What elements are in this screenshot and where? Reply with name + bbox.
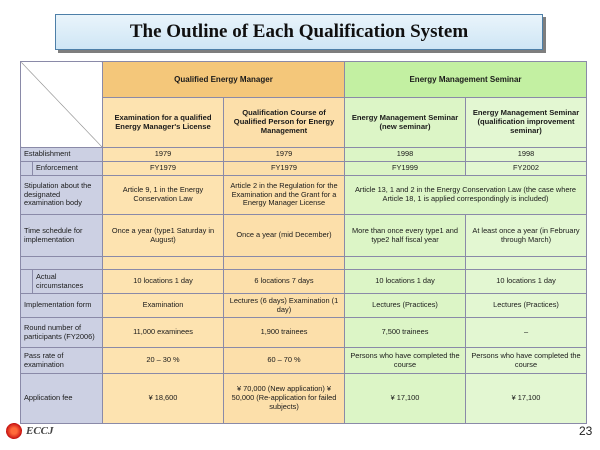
subheader-qualification-course: Qualification Course of Qualified Person for Energy Management xyxy=(224,98,345,148)
spacer-cell xyxy=(103,257,224,270)
indent-cell xyxy=(21,270,33,294)
table-cell: ¥ 17,100 xyxy=(466,374,587,424)
table-cell: ¥ 70,000 (New application) ¥ 50,000 (Re-application for failed subjects) xyxy=(224,374,345,424)
qualification-table xyxy=(20,61,587,424)
table-cell: – xyxy=(466,318,587,348)
table-cell: 11,000 examinees xyxy=(103,318,224,348)
header-energy-management-seminar: Energy Management Seminar xyxy=(345,62,587,98)
subheader-improvement-seminar: Energy Management Seminar (qualification improvement seminar) xyxy=(466,98,587,148)
table-row xyxy=(21,294,587,318)
spacer-row xyxy=(21,257,587,270)
eccj-logo-icon xyxy=(6,423,22,439)
table-row xyxy=(21,215,587,257)
group-header-row xyxy=(21,62,587,98)
table-cell: Lectures (Practices) xyxy=(345,294,466,318)
table-cell: Lectures (6 days) Examination (1 day) xyxy=(224,294,345,318)
table-cell: 1998 xyxy=(466,148,587,162)
row-label-pass-rate: Pass rate of examination xyxy=(21,348,103,374)
table-row xyxy=(21,318,587,348)
page-title: The Outline of Each Qualification System xyxy=(129,21,469,42)
table-cell: Persons who have completed the course xyxy=(466,348,587,374)
title-banner xyxy=(55,14,543,50)
table-row xyxy=(21,348,587,374)
subheader-new-seminar: Energy Management Seminar (new seminar) xyxy=(345,98,466,148)
table-row xyxy=(21,148,587,162)
spacer-cell xyxy=(466,257,587,270)
table-cell: 1979 xyxy=(224,148,345,162)
table-cell: 10 locations 1 day xyxy=(345,270,466,294)
row-label-stipulation: Stipulation about the designated examination body xyxy=(21,176,103,215)
table-cell: Article 9, 1 in the Energy Conservation Law xyxy=(103,176,224,215)
row-label-actual: Actual circumstances xyxy=(33,270,103,294)
table-cell: More than once every type1 and type2 half fiscal year xyxy=(345,215,466,257)
table-cell: Lectures (Practices) xyxy=(466,294,587,318)
corner-cell xyxy=(21,62,103,148)
table-cell: Persons who have completed the course xyxy=(345,348,466,374)
table-cell: 1979 xyxy=(103,148,224,162)
indent-cell xyxy=(21,162,33,176)
header-qualified-energy-manager: Qualified Energy Manager xyxy=(103,62,345,98)
table-cell: At least once a year (in February through March) xyxy=(466,215,587,257)
eccj-logo xyxy=(6,423,54,439)
row-label-enforcement: Enforcement xyxy=(33,162,103,176)
table-cell: 6 locations 7 days xyxy=(224,270,345,294)
table-row xyxy=(21,374,587,424)
table-cell: Article 13, 1 and 2 in the Energy Conservation Law (the case where Article 18, 1 is applied correspondingly is included) xyxy=(345,176,587,215)
spacer-cell xyxy=(224,257,345,270)
sub-header-row xyxy=(21,98,587,148)
table-cell: 10 locations 1 day xyxy=(466,270,587,294)
table-cell: ¥ 18,600 xyxy=(103,374,224,424)
table-cell: Once a year (type1 Saturday in August) xyxy=(103,215,224,257)
table-cell: Examination xyxy=(103,294,224,318)
table-cell: Once a year (mid December) xyxy=(224,215,345,257)
table-cell: FY1979 xyxy=(103,162,224,176)
table-row xyxy=(21,270,587,294)
table-row xyxy=(21,162,587,176)
qualification-table-wrapper xyxy=(20,61,587,424)
table-cell: 1998 xyxy=(345,148,466,162)
row-label-time-schedule: Time schedule for implementation xyxy=(21,215,103,257)
spacer-cell xyxy=(345,257,466,270)
row-label-participants: Round number of participants (FY2006) xyxy=(21,318,103,348)
table-cell: 60 – 70 % xyxy=(224,348,345,374)
row-label-application-fee: Application fee xyxy=(21,374,103,424)
table-cell: 7,500 trainees xyxy=(345,318,466,348)
table-cell: FY2002 xyxy=(466,162,587,176)
page-number: 23 xyxy=(579,424,593,438)
table-cell: FY1999 xyxy=(345,162,466,176)
eccj-logo-text: ECCJ xyxy=(26,425,54,437)
table-cell: 20 – 30 % xyxy=(103,348,224,374)
table-cell: 1,900 trainees xyxy=(224,318,345,348)
table-cell: FY1979 xyxy=(224,162,345,176)
table-cell: 10 locations 1 day xyxy=(103,270,224,294)
table-row xyxy=(21,176,587,215)
subheader-examination: Examination for a qualified Energy Manager's License xyxy=(103,98,224,148)
table-cell: ¥ 17,100 xyxy=(345,374,466,424)
row-label-implementation-form: Implementation form xyxy=(21,294,103,318)
spacer-label-cell xyxy=(21,257,103,270)
row-label-establishment: Establishment xyxy=(21,148,103,162)
table-cell: Article 2 in the Regulation for the Examination and the Grant for a Energy Manager License xyxy=(224,176,345,215)
